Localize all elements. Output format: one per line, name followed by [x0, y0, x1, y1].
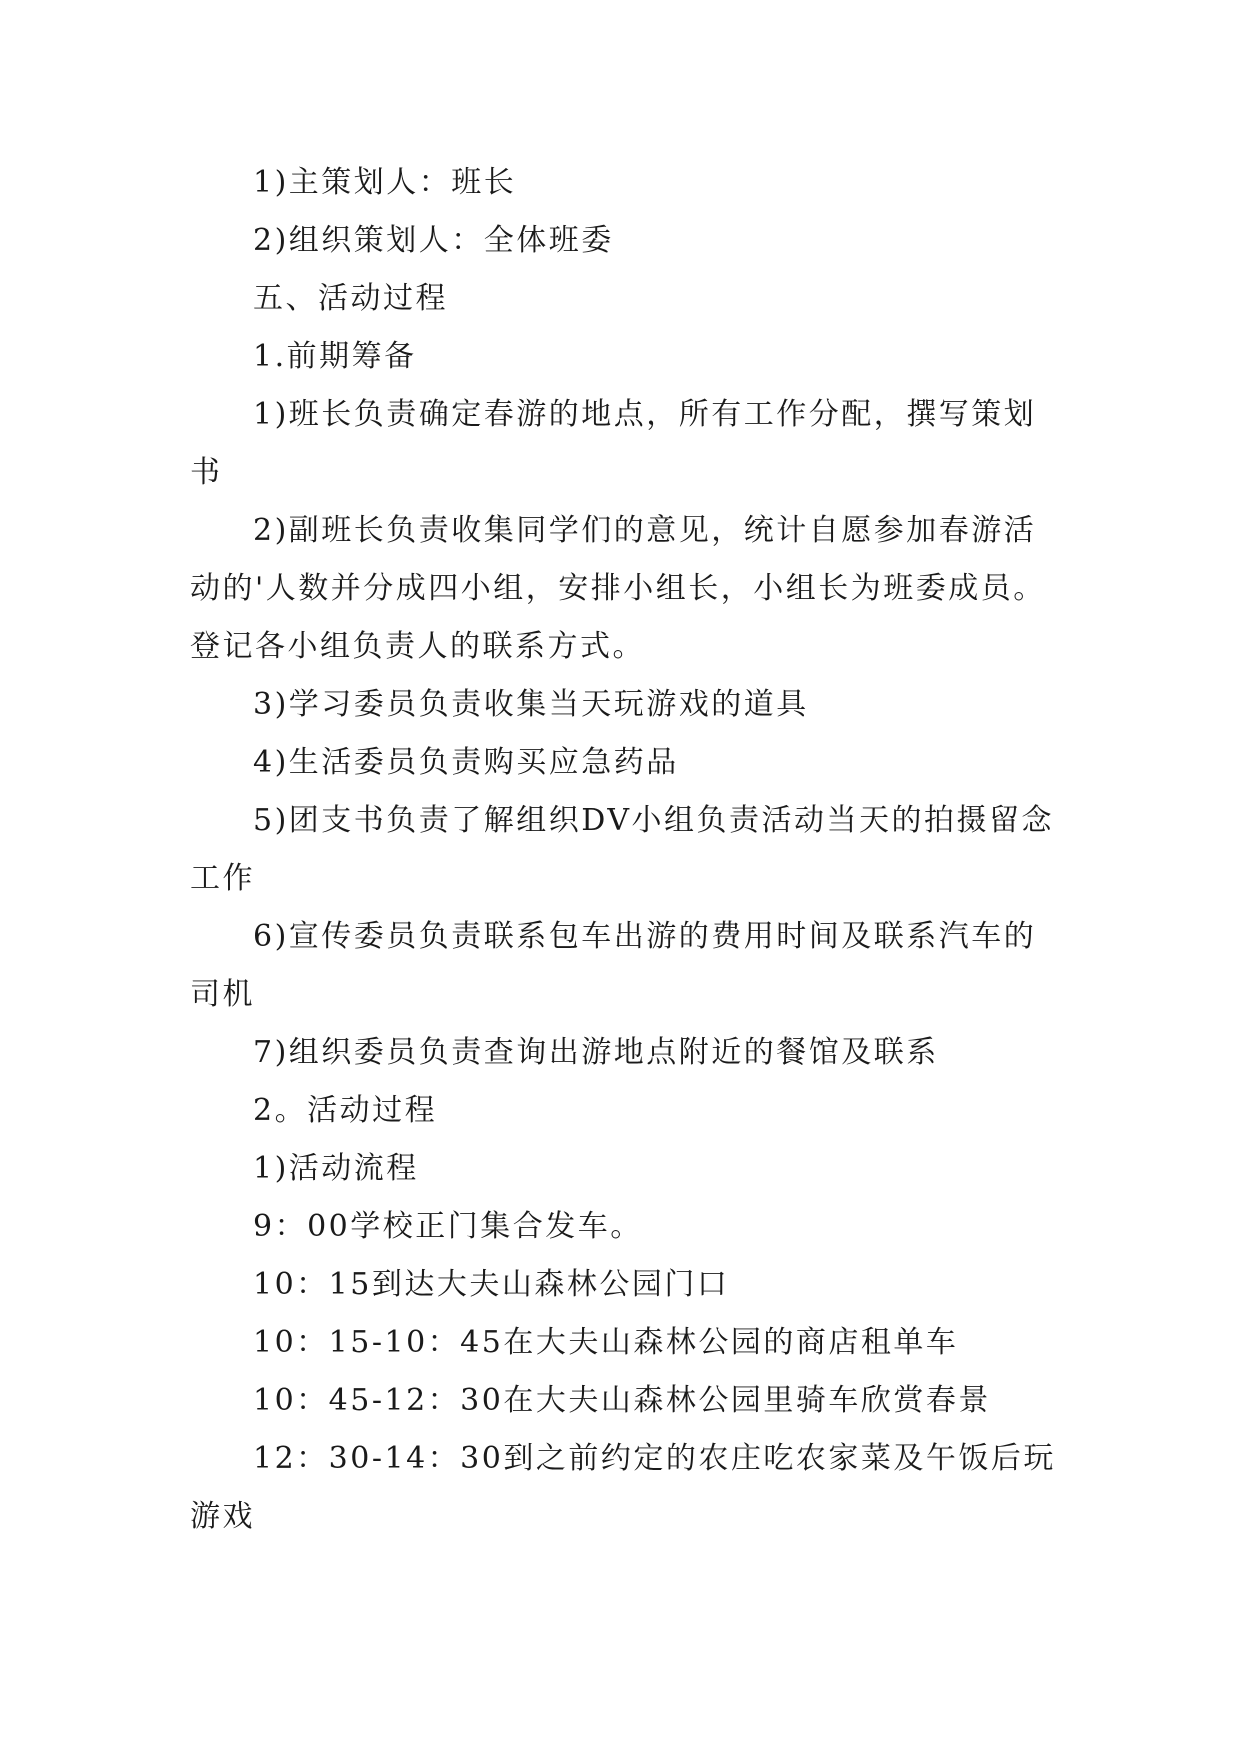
schedule-item: 12：30-14：30到之前约定的农庄吃农家菜及午饭后玩游戏 [190, 1441, 1056, 1534]
subheading-activity-schedule: 1)活动流程 [253, 1151, 419, 1186]
section-heading-activity-process: 五、活动过程 [253, 281, 448, 316]
paragraph-publicity-committee-duty: 6)宣传委员负责联系包车出游的费用时间及联系汽车的司机 [190, 919, 1037, 1012]
paragraph-study-committee-duty: 3)学习委员负责收集当天玩游戏的道具 [253, 687, 809, 722]
paragraph-vice-monitor-duty: 2)副班长负责收集同学们的意见，统计自愿参加春游活动的'人数并分成四小组，安排小组长，小组长为班委成员。登记各小组负责人的联系方式。 [190, 513, 1046, 664]
schedule-item: 10：45-12：30在大夫山森林公园里骑车欣赏春景 [253, 1383, 991, 1418]
schedule-item: 10：15到达大夫山森林公园门口 [253, 1267, 730, 1302]
subheading-preparation: 1.前期筹备 [253, 339, 417, 374]
paragraph-life-committee-duty: 4)生活委员负责购买应急药品 [253, 745, 679, 780]
subheading-activity-process: 2。活动过程 [253, 1093, 438, 1128]
schedule-item: 9：00学校正门集合发车。 [253, 1209, 643, 1244]
document-body [190, 154, 1060, 1546]
paragraph-planner-org: 2)组织策划人：全体班委 [253, 223, 614, 258]
schedule-item: 10：15-10：45在大夫山森林公园的商店租单车 [253, 1325, 959, 1360]
paragraph-league-secretary-duty: 5)团支书负责了解组织DV小组负责活动当天的拍摄留念工作 [190, 803, 1054, 896]
paragraph-planner-lead: 1)主策划人：班长 [253, 165, 517, 200]
paragraph-organization-committee-duty: 7)组织委员负责查询出游地点附近的餐馆及联系 [253, 1035, 939, 1070]
paragraph-monitor-duty: 1)班长负责确定春游的地点，所有工作分配，撰写策划书 [190, 397, 1037, 490]
